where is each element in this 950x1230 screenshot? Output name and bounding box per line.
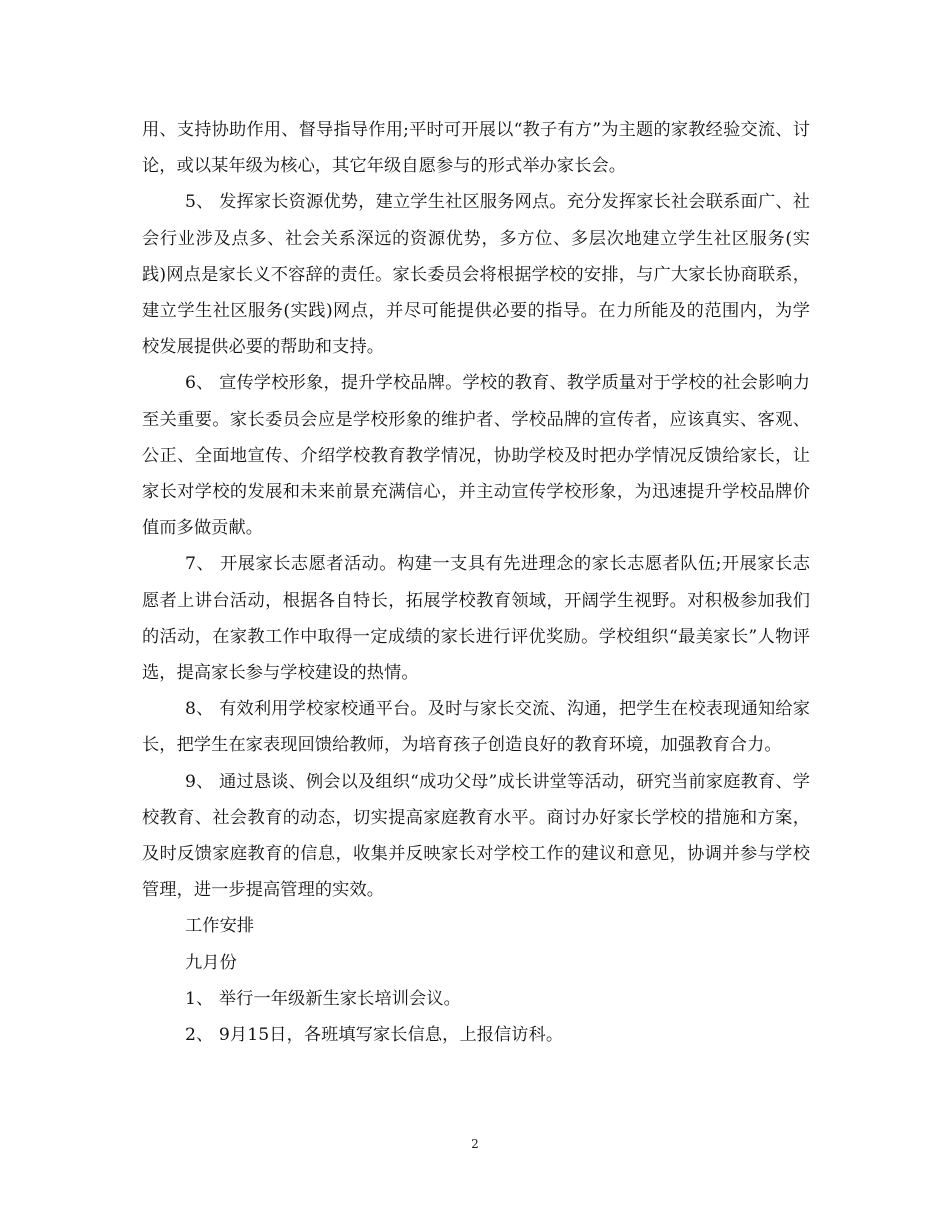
paragraph-item-7: 7、 开展家长志愿者活动。构建一支具有先进理念的家长志愿者队伍;开展家长志愿者上讲台活动，根据各自特长，拓展学校教育领域，开阔学生视野。对积极参加我们的活动，在家教工作中取得一定成绩的家长进行评优奖励。学校组织“最美家长”人物评选，提高家长参与学校建设的热情。 (142, 554, 810, 684)
document-body (142, 112, 810, 1053)
schedule-item-2: 2、 9月15日，各班填写家长信息，上报信访科。 (185, 1025, 564, 1046)
paragraph-item-6: 6、 宣传学校形象，提升学校品牌。学校的教育、教学质量对于学校的社会影响力至关重要。家长委员会应是学校形象的维护者、学校品牌的宣传者，应该真实、客观、公正、全面地宣传、介绍学校教育教学情况，协助学校及时把办学情况反馈给家长，让家长对学校的发展和未来前景充满信心，并主动宣传学校形象，为迅速提升学校品牌价值而多做贡献。 (142, 373, 810, 539)
paragraph-item-5: 5、 发挥家长资源优势，建立学生社区服务网点。充分发挥家长社会联系面广、社会行业涉及点多、社会关系深远的资源优势，多方位、多层次地建立学生社区服务(实践)网点是家长义不容辞的责任。家长委员会将根据学校的安排，与广大家长协商联系，建立学生社区服务(实践)网点，并尽可能提供必要的指导。在力所能及的范围内，为学校发展提供必要的帮助和支持。 (142, 192, 810, 358)
paragraph-continuation: 用、支持协助作用、督导指导作用;平时可开展以“教子有方”为主题的家教经验交流、讨论，或以某年级为核心，其它年级自愿参与的形式举办家长会。 (142, 120, 810, 177)
schedule-item-1: 1、 举行一年级新生家长培训会议。 (185, 988, 461, 1009)
month-heading-september: 九月份 (185, 952, 237, 973)
paragraph-item-8: 8、 有效利用学校家校通平台。及时与家长交流、沟通，把学生在校表现通知给家长，把学生在家表现回馈给教师，为培育孩子创造良好的教育环境，加强教育合力。 (142, 699, 810, 756)
paragraph-item-9: 9、 通过恳谈、例会以及组织“成功父母”成长讲堂等活动，研究当前家庭教育、学校教育、社会教育的动态，切实提高家庭教育水平。商讨办好家长学校的措施和方案，及时反馈家庭教育的信息，收集并反映家长对学校工作的建议和意见，协调并参与学校管理，进一步提高管理的实效。 (142, 771, 810, 901)
section-heading-work-arrangement: 工作安排 (185, 916, 255, 937)
page-number: 2 (471, 1137, 479, 1151)
